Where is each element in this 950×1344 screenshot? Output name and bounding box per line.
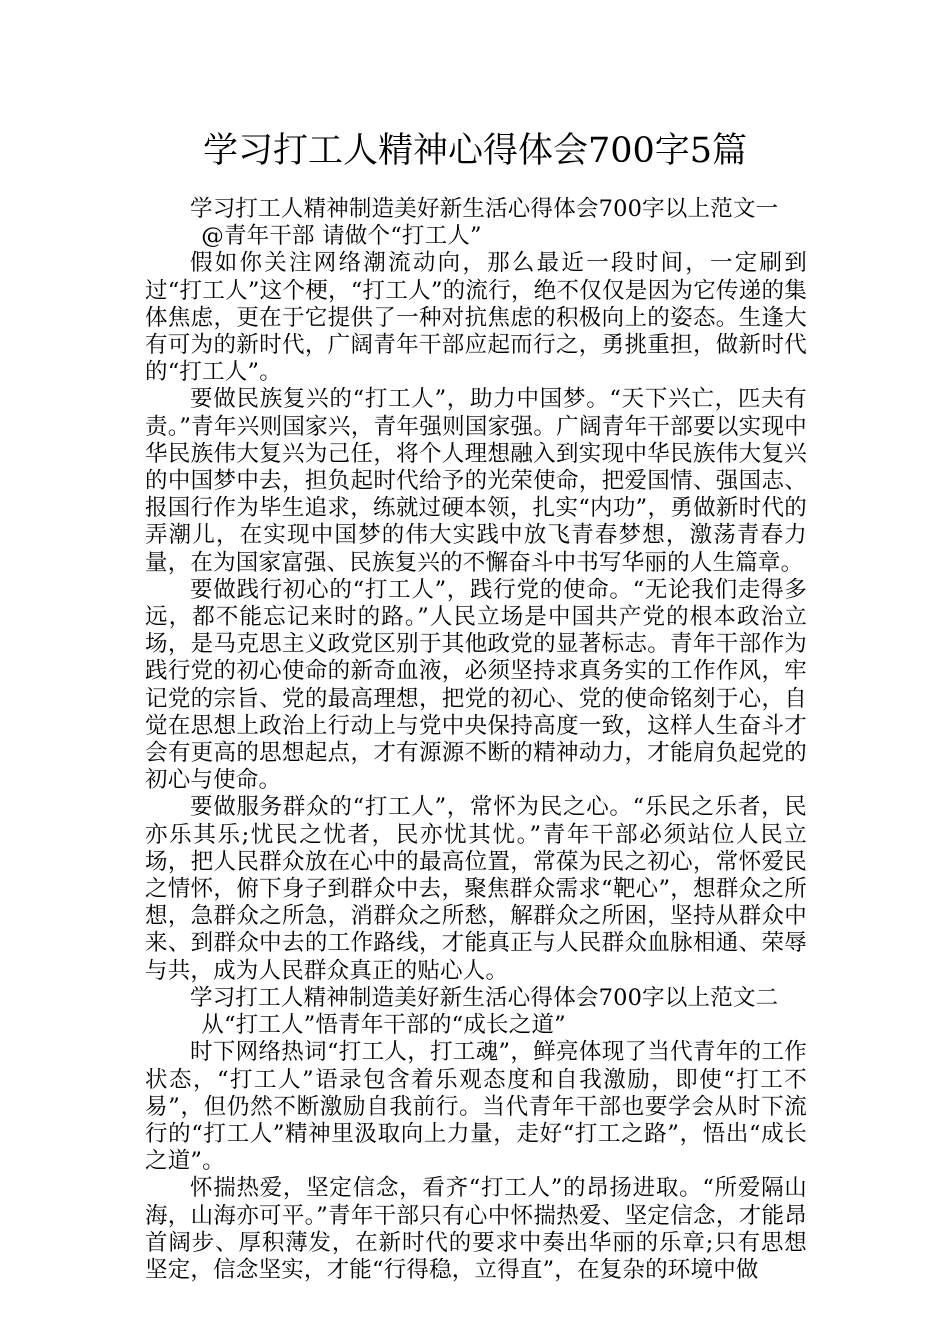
body-paragraph: 要做服务群众的“打工人”，常怀为民之心。“乐民之乐者，民亦乐其乐;忧民之忧者，民亦忧其忧。”青年干部必须站位人民立场，把人民群众放在心中的最高位置，常葆为民之初心，常怀爱民之情怀，俯下身子到群众中去，聚焦群众需求“靶心”，想群众之所想，急群众之所急，消群众之所愁，解群众之所困，坚持从群众中来、到群众中去的工作路线，才能真正与人民群众血脉相通、荣辱与共，成为人民群众真正的贴心人。: [145, 794, 807, 984]
body-paragraph: 要做践行初心的“打工人”，践行党的使命。“无论我们走得多远，都不能忘记来时的路。”人民立场是中国共产党的根本政治立场，是马克思主义政党区别于其他政党的显著标志。青年干部作为践行党的初心使命的新奇血液，必须坚持求真务实的工作作风，牢记党的宗旨、党的最高理想，把党的初心、党的使命铭刻于心，自觉在思想上政治上行动上与党中央保持高度一致，这样人生奋斗才会有更高的思想起点，才有源源不断的精神动力，才能肩负起党的初心与使命。: [145, 576, 807, 794]
body-paragraph: 怀揣热爱，坚定信念，看齐“打工人”的昂扬进取。“所爱隔山海，山海亦可平。”青年干部只有心中怀揣热爱、坚定信念，才能昂首阔步、厚积薄发，在新时代的要求中奏出华丽的乐章;只有思想坚定，信念坚实，才能“行得稳，立得直”，在复杂的环境中做: [145, 1175, 807, 1283]
document-title: 学习打工人精神心得体会700字5篇: [202, 131, 748, 171]
section-heading-2: 学习打工人精神制造美好新生活心得体会700字以上范文二: [190, 984, 779, 1011]
section-subheading-2: 从“打工人”悟青年干部的“成长之道”: [201, 1012, 566, 1039]
section-heading-1: 学习打工人精神制造美好新生活心得体会700字以上范文一: [190, 196, 779, 222]
body-paragraph: 假如你关注网络潮流动向，那么最近一段时间，一定刷到过“打工人”这个梗，“打工人”的流行，绝不仅仅是因为它传递的集体焦虑，更在于它提供了一种对抗焦虑的积极向上的姿态。生逢大有可为的新时代，广阔青年干部应起而行之，勇挑重担，做新时代的“打工人”。: [145, 250, 807, 386]
body-paragraph: 要做民族复兴的“打工人”，助力中国梦。“天下兴亡，匹夫有责。”青年兴则国家兴，青年强则国家强。广阔青年干部要以实现中华民族伟大复兴为己任，将个人理想融入到实现中华民族伟大复兴的中国梦中去，担负起时代给予的光荣使命，把爱国情、强国志、报国行作为毕生追求，练就过硬本领，扎实“内功”，勇做新时代的弄潮儿，在实现中国梦的伟大实践中放飞青春梦想，激荡青春力量，在为国家富强、民族复兴的不懈奋斗中书写华丽的人生篇章。: [145, 386, 807, 576]
document-body: [145, 196, 807, 1284]
section-subheading-1: @青年干部 请做个“打工人”: [201, 223, 482, 250]
body-paragraph: 时下网络热词“打工人，打工魂”，鲜亮体现了当代青年的工作状态，“打工人”语录包含着乐观态度和自我激励，即使“打工不易”，但仍然不断激励自我前行。当代青年干部也要学会从时下流行的“打工人”精神里汲取向上力量，走好“打工之路”，悟出“成长之道”。: [145, 1039, 807, 1175]
